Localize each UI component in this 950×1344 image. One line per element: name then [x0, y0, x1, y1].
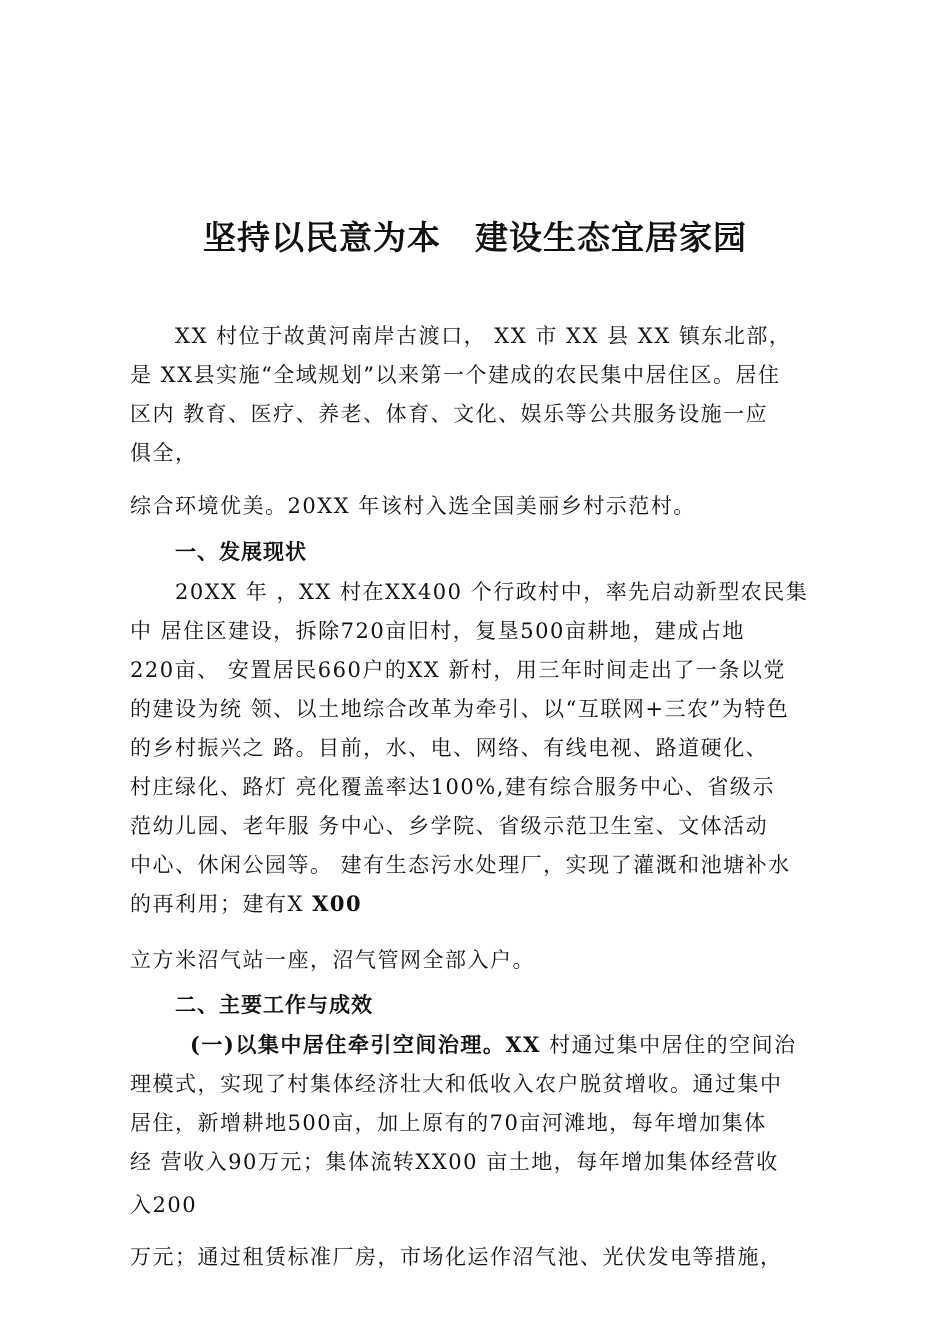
section2-line-4: 入200 [130, 1193, 198, 1217]
intro-line-3: 区内 教育、医疗、养老、体育、文化、娱乐等公共服务设施一应 [130, 402, 769, 426]
section2-subheading: (一)以集中居住牵引空间治理。XX [190, 1032, 541, 1057]
section1-line-7: 范幼儿园、老年服 务中心、乡学院、省级示范卫生室、文体活动 [130, 814, 769, 838]
intro-line-1: XX 村位于故黄河南岸古渡口， XX 市 XX 县 XX 镇东北部， [175, 324, 792, 348]
section1-line-9-text: 的再利用；建有X [130, 892, 313, 916]
section1-line-8: 中心、休闲公园等。 建有生态污水处理厂，实现了灌溉和池塘补水 [130, 853, 791, 877]
section2-line-2: 居住，新增耕地500亩，加上原有的70亩河滩地，每年增加集体 [130, 1111, 767, 1135]
section1-line-1: 20XX 年 ，XX 村在XX400 个行政村中，率先启动新型农民集 [175, 580, 809, 604]
section2-line-3: 经 营收入90万元；集体流转XX00 亩土地，每年增加集体经营收 [130, 1150, 779, 1174]
section1-line-6: 村庄绿化、路灯 亮化覆盖率达100%,建有综合服务中心、省级示 [130, 775, 775, 799]
section1-line-9 [130, 890, 362, 918]
section2-after: 万元；通过租赁标准厂房，市场化运作沼气池、光伏发电等措施， [130, 1245, 783, 1269]
document-title: 坚持以民意为本 建设生态宜居家园 [203, 218, 747, 257]
intro-line-4: 俱全， [130, 441, 198, 465]
section1-line-3: 220亩、 安置居民660户的XX 新村，用三年时间走出了一条以党 [130, 658, 786, 682]
section2-line-1: 理模式，实现了村集体经济壮大和低收入农户脱贫增收。通过集中 [130, 1072, 783, 1096]
section1-line-2: 中 居住区建设，拆除720亩旧村，复垦500亩耕地，建成占地 [130, 619, 745, 643]
section1-line-9-bold: X00 [312, 891, 363, 916]
intro-line-5: 综合环境优美。20XX 年该村入选全国美丽乡村示范村。 [130, 494, 696, 518]
section2-heading: 二、主要工作与成效 [175, 993, 373, 1017]
section1-line-4: 的建设为统 领、以土地综合改革为牵引、以“互联网+三农”为特色 [130, 697, 790, 721]
section1-heading: 一、发展现状 [175, 540, 307, 564]
intro-line-2: 是 XX县实施“全域规划”以来第一个建成的农民集中居住区。居住 [130, 363, 781, 387]
section1-line-5: 的乡村振兴之 路。目前，水、电、网络、有线电视、路道硬化、 [130, 736, 769, 760]
section2-sub-rest: 村通过集中居住的空间治 [540, 1033, 797, 1057]
section1-after: 立方米沼气站一座，沼气管网全部入户。 [130, 948, 535, 972]
section2-sub-line [190, 1031, 797, 1059]
